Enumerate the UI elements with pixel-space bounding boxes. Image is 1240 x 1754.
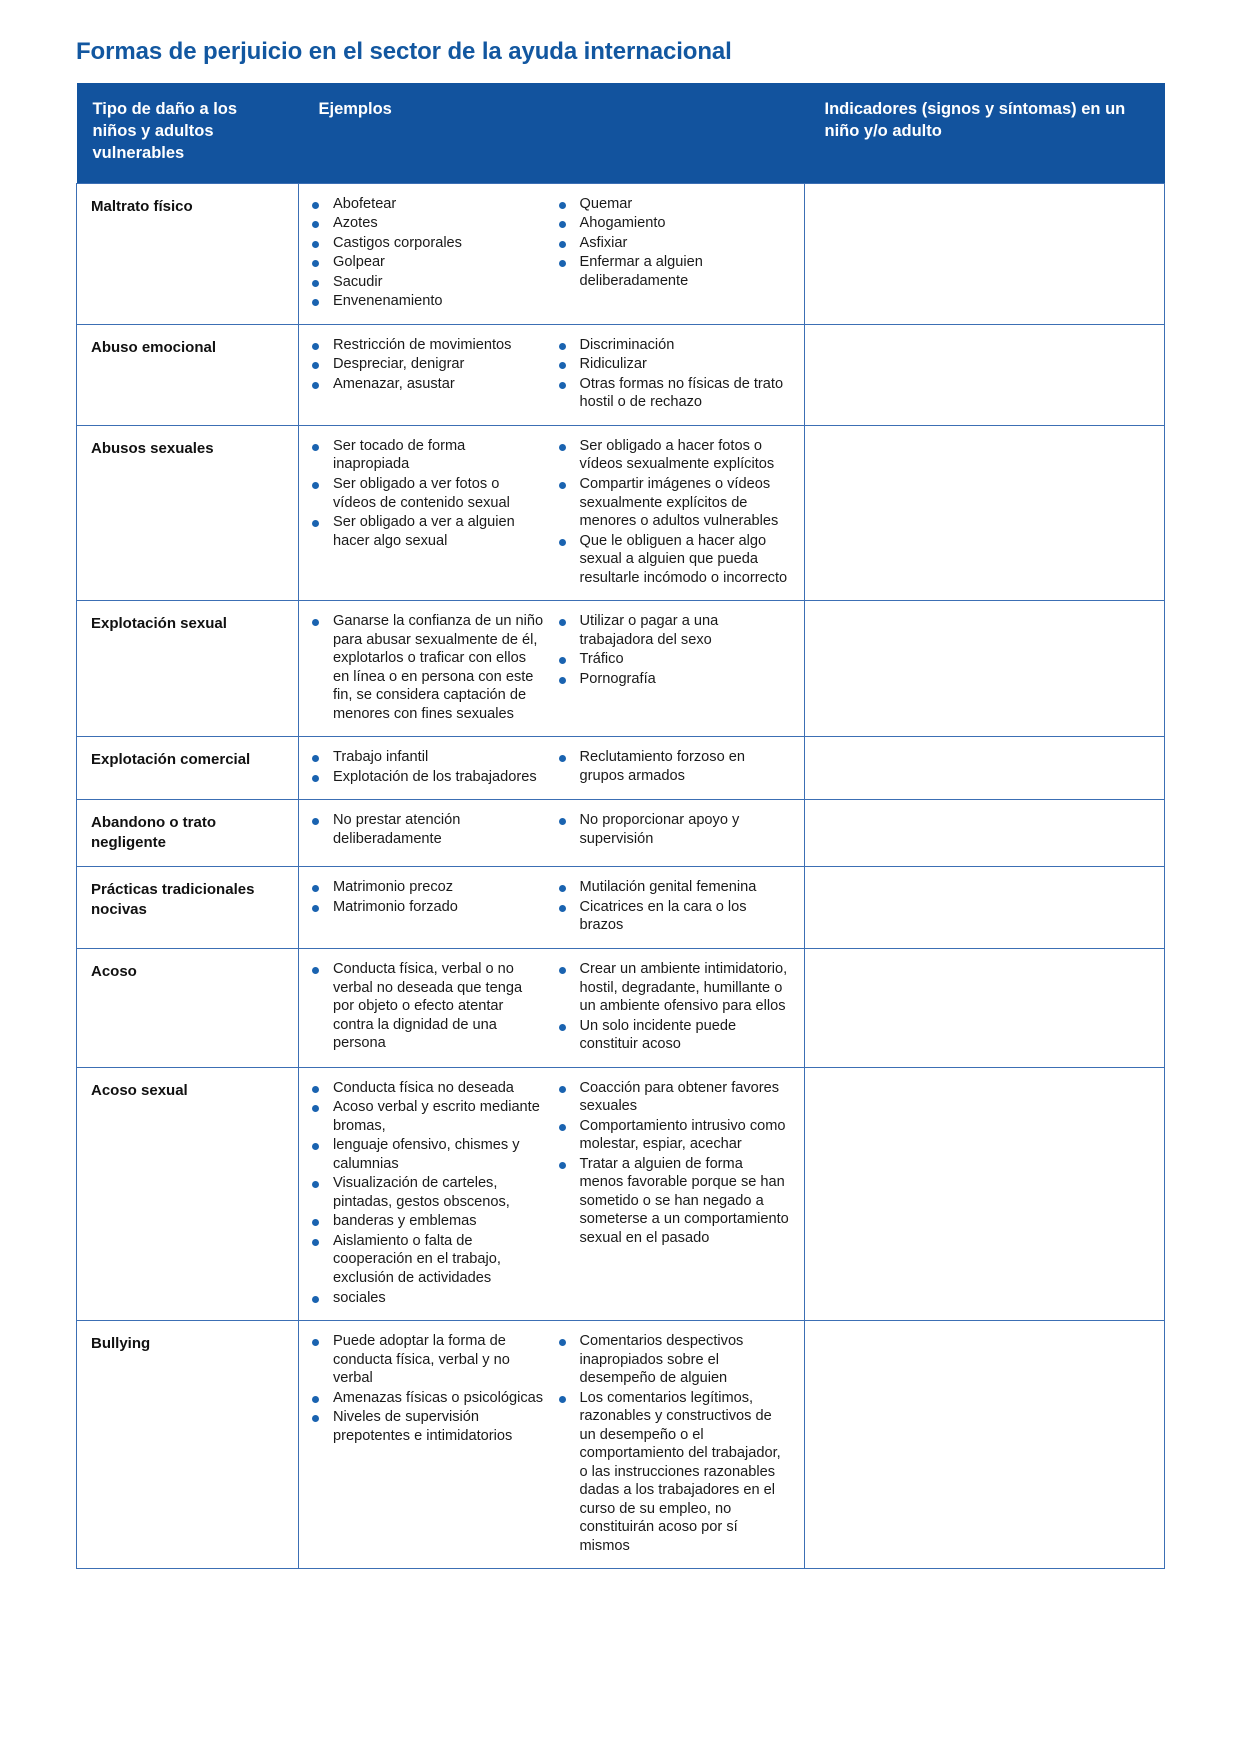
- examples-columns: [305, 878, 798, 936]
- harm-type-cell: Maltrato físico: [77, 183, 299, 324]
- harm-type-cell: Bullying: [77, 1321, 299, 1569]
- examples-cell: [299, 1067, 805, 1320]
- example-bullet: No proporcionar apoyo y supervisión: [552, 811, 791, 848]
- examples-columns: [305, 195, 798, 312]
- table-header: [77, 83, 1165, 183]
- example-bullet: Ganarse la confianza de un niño para abusar sexualmente de él, explotarlos o traficar con ellos en línea o en persona con este fin, se considera captación de menores con fines sexuales: [305, 612, 544, 723]
- example-bullet: No prestar atención deliberadamente: [305, 811, 544, 848]
- examples-list-right: [552, 336, 791, 412]
- example-bullet: Sacudir: [305, 273, 544, 292]
- column-header-type: Tipo de daño a los niños y adultos vulnerables: [77, 83, 299, 183]
- example-bullet: Acoso verbal y escrito mediante bromas,: [305, 1098, 544, 1135]
- harm-type-cell: Prácticas tradicionales nocivas: [77, 867, 299, 949]
- example-bullet: Coacción para obtener favores sexuales: [552, 1079, 791, 1116]
- example-bullet: Tratar a alguien de forma menos favorable porque se han sometido o se han negado a someterse a un comportamiento sexual en el pasado: [552, 1155, 791, 1248]
- examples-list-left-column: [305, 960, 552, 1054]
- examples-cell: [299, 737, 805, 800]
- table-row: [77, 183, 1165, 324]
- example-bullet: Tráfico: [552, 650, 791, 669]
- example-bullet: Matrimonio precoz: [305, 878, 544, 897]
- examples-list-right-column: [552, 811, 799, 849]
- table-row: [77, 800, 1165, 867]
- examples-columns: [305, 811, 798, 849]
- example-bullet: Un solo incidente puede constituir acoso: [552, 1017, 791, 1054]
- example-bullet: Visualización de carteles, pintadas, gestos obscenos,: [305, 1174, 544, 1211]
- example-bullet: banderas y emblemas: [305, 1212, 544, 1231]
- example-bullet: Asfixiar: [552, 234, 791, 253]
- example-bullet: Matrimonio forzado: [305, 898, 544, 917]
- examples-list-right-column: [552, 1332, 799, 1556]
- examples-columns: [305, 612, 798, 724]
- examples-list-right: [552, 811, 791, 848]
- example-bullet: Ser obligado a ver fotos o vídeos de contenido sexual: [305, 475, 544, 512]
- example-bullet: Conducta física, verbal o no verbal no deseada que tenga por objeto o efecto atentar contra la dignidad de una persona: [305, 960, 544, 1053]
- examples-list-right-column: [552, 195, 799, 292]
- examples-list-left-column: [305, 1079, 552, 1308]
- example-bullet: Comportamiento intrusivo como molestar, espiar, acechar: [552, 1117, 791, 1154]
- example-bullet: Despreciar, denigrar: [305, 355, 544, 374]
- table-row: [77, 949, 1165, 1068]
- example-bullet: Amenazas físicas o psicológicas: [305, 1389, 544, 1408]
- example-bullet: Golpear: [305, 253, 544, 272]
- examples-list-left: [305, 1079, 544, 1307]
- example-bullet: Crear un ambiente intimidatorio, hostil, degradante, humillante o un ambiente ofensivo para ellos: [552, 960, 791, 1016]
- harm-type-cell: Acoso sexual: [77, 1067, 299, 1320]
- examples-list-left-column: [305, 1332, 552, 1446]
- examples-columns: [305, 1332, 798, 1556]
- example-bullet: Niveles de supervisión prepotentes e intimidatorios: [305, 1408, 544, 1445]
- examples-list-left-column: [305, 878, 552, 917]
- harm-type-cell: Abusos sexuales: [77, 425, 299, 600]
- examples-list-left: [305, 437, 544, 550]
- examples-list-right: [552, 1332, 791, 1555]
- example-bullet: Que le obliguen a hacer algo sexual a alguien que pueda resultarle incómodo o incorrecto: [552, 532, 791, 588]
- example-bullet: Quemar: [552, 195, 791, 214]
- harm-type-cell: Abuso emocional: [77, 324, 299, 425]
- indicators-cell[interactable]: [805, 800, 1165, 867]
- example-bullet: Castigos corporales: [305, 234, 544, 253]
- table-row: [77, 601, 1165, 737]
- example-bullet: Ser obligado a ver a alguien hacer algo sexual: [305, 513, 544, 550]
- table-row: [77, 737, 1165, 800]
- examples-list-left-column: [305, 612, 552, 724]
- indicators-cell[interactable]: [805, 1321, 1165, 1569]
- example-bullet: Envenenamiento: [305, 292, 544, 311]
- example-bullet: Amenazar, asustar: [305, 375, 544, 394]
- examples-list-right-column: [552, 336, 799, 413]
- example-bullet: lenguaje ofensivo, chismes y calumnias: [305, 1136, 544, 1173]
- example-bullet: Ridiculizar: [552, 355, 791, 374]
- examples-list-left: [305, 612, 544, 723]
- examples-list-left: [305, 960, 544, 1053]
- examples-list-left: [305, 878, 544, 916]
- examples-columns: [305, 1079, 798, 1308]
- examples-cell: [299, 867, 805, 949]
- examples-list-left-column: [305, 437, 552, 551]
- harm-type-cell: Explotación comercial: [77, 737, 299, 800]
- example-bullet: Compartir imágenes o vídeos sexualmente explícitos de menores o adultos vulnerables: [552, 475, 791, 531]
- example-bullet: sociales: [305, 1289, 544, 1308]
- indicators-cell[interactable]: [805, 324, 1165, 425]
- example-bullet: Mutilación genital femenina: [552, 878, 791, 897]
- example-bullet: Utilizar o pagar a una trabajadora del sexo: [552, 612, 791, 649]
- examples-list-right-column: [552, 1079, 799, 1249]
- examples-list-left: [305, 811, 544, 848]
- example-bullet: Conducta física no deseada: [305, 1079, 544, 1098]
- example-bullet: Otras formas no físicas de trato hostil o de rechazo: [552, 375, 791, 412]
- indicators-cell[interactable]: [805, 949, 1165, 1068]
- indicators-cell[interactable]: [805, 183, 1165, 324]
- example-bullet: Los comentarios legítimos, razonables y constructivos de un desempeño o el comportamiento del trabajador, o las instrucciones razonables dadas a los trabajadores en el curso de su empleo, no constituirán acoso por sí mismos: [552, 1389, 791, 1556]
- column-header-examples: Ejemplos: [299, 83, 805, 183]
- table-row: [77, 1321, 1165, 1569]
- examples-list-right: [552, 1079, 791, 1248]
- examples-list-right-column: [552, 960, 799, 1055]
- table-row: [77, 867, 1165, 949]
- example-bullet: Explotación de los trabajadores: [305, 768, 544, 787]
- example-bullet: Cicatrices en la cara o los brazos: [552, 898, 791, 935]
- examples-list-right: [552, 195, 791, 291]
- harm-types-table: [76, 83, 1165, 1570]
- examples-cell: [299, 425, 805, 600]
- page-title: Formas de perjuicio en el sector de la ayuda internacional: [76, 38, 732, 65]
- table-row: [77, 324, 1165, 425]
- example-bullet: Comentarios despectivos inapropiados sobre el desempeño de alguien: [552, 1332, 791, 1388]
- examples-list-right-column: [552, 748, 799, 786]
- examples-cell: [299, 800, 805, 867]
- examples-list-left: [305, 336, 544, 394]
- example-bullet: Ahogamiento: [552, 214, 791, 233]
- column-header-indicators: Indicadores (signos y síntomas) en un niño y/o adulto: [805, 83, 1165, 183]
- example-bullet: Ser tocado de forma inapropiada: [305, 437, 544, 474]
- indicators-cell[interactable]: [805, 867, 1165, 949]
- examples-cell: [299, 183, 805, 324]
- example-bullet: Restricción de movimientos: [305, 336, 544, 355]
- examples-list-left: [305, 1332, 544, 1445]
- example-bullet: Ser obligado a hacer fotos o vídeos sexualmente explícitos: [552, 437, 791, 474]
- examples-cell: [299, 949, 805, 1068]
- examples-list-right: [552, 437, 791, 587]
- examples-list-right-column: [552, 437, 799, 588]
- example-bullet: Aislamiento o falta de cooperación en el trabajo, exclusión de actividades: [305, 1232, 544, 1288]
- indicators-cell[interactable]: [805, 601, 1165, 737]
- indicators-cell[interactable]: [805, 425, 1165, 600]
- examples-list-left: [305, 195, 544, 311]
- examples-columns: [305, 960, 798, 1055]
- example-bullet: Enfermar a alguien deliberadamente: [552, 253, 791, 290]
- examples-list-right: [552, 748, 791, 785]
- examples-list-right-column: [552, 612, 799, 689]
- examples-list-left-column: [305, 195, 552, 312]
- table-row: [77, 1067, 1165, 1320]
- examples-cell: [299, 601, 805, 737]
- indicators-cell[interactable]: [805, 737, 1165, 800]
- examples-list-right: [552, 878, 791, 935]
- example-bullet: Trabajo infantil: [305, 748, 544, 767]
- harm-type-cell: Acoso: [77, 949, 299, 1068]
- table-body: [77, 183, 1165, 1569]
- example-bullet: Abofetear: [305, 195, 544, 214]
- examples-cell: [299, 1321, 805, 1569]
- harm-type-cell: Abandono o trato negligente: [77, 800, 299, 867]
- header-row: [77, 83, 1165, 183]
- example-bullet: Discriminación: [552, 336, 791, 355]
- examples-list-left-column: [305, 811, 552, 849]
- indicators-cell[interactable]: [805, 1067, 1165, 1320]
- example-bullet: Pornografía: [552, 670, 791, 689]
- examples-list-right: [552, 612, 791, 688]
- example-bullet: Azotes: [305, 214, 544, 233]
- examples-columns: [305, 336, 798, 413]
- examples-list-right: [552, 960, 791, 1054]
- examples-columns: [305, 437, 798, 588]
- examples-list-left: [305, 748, 544, 786]
- example-bullet: Puede adoptar la forma de conducta física, verbal y no verbal: [305, 1332, 544, 1388]
- examples-list-left-column: [305, 336, 552, 395]
- examples-columns: [305, 748, 798, 787]
- example-bullet: Reclutamiento forzoso en grupos armados: [552, 748, 791, 785]
- examples-cell: [299, 324, 805, 425]
- table-row: [77, 425, 1165, 600]
- examples-list-left-column: [305, 748, 552, 787]
- harm-type-cell: Explotación sexual: [77, 601, 299, 737]
- examples-list-right-column: [552, 878, 799, 936]
